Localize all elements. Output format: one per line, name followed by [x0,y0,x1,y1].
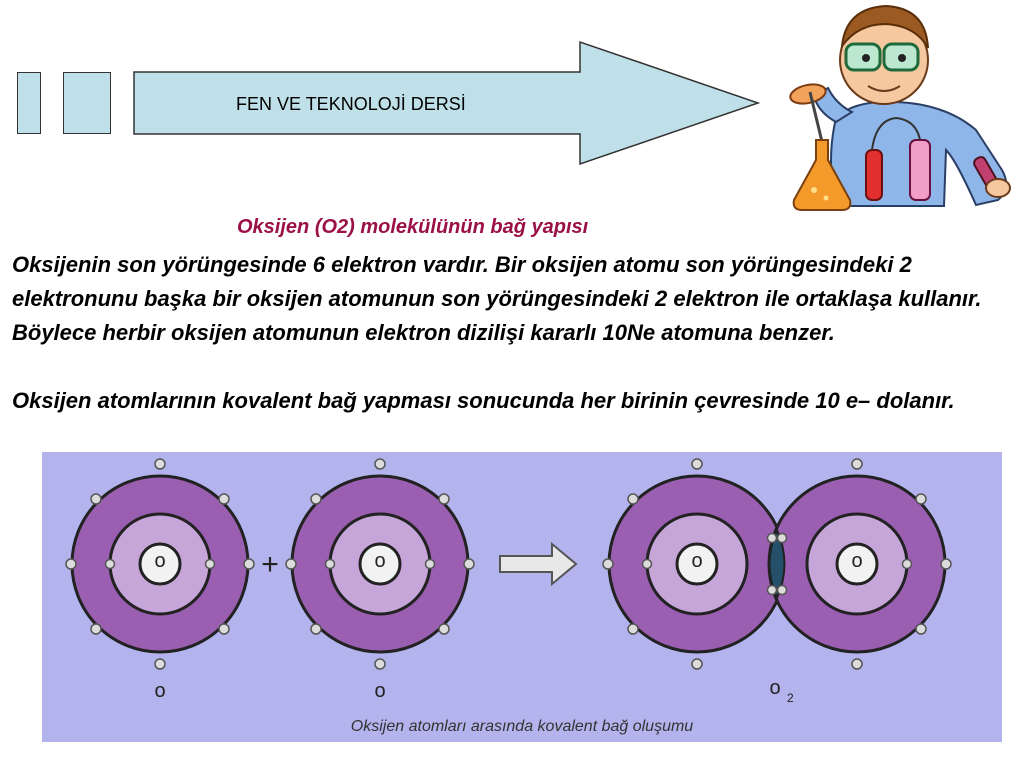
section-title: Oksijen (O2) molekülünün bağ yapısı [237,216,589,238]
left-atom-label: o [154,680,166,702]
deco-bar-left [17,72,41,134]
molecule-label: o [769,677,781,699]
covalent-bond-diagram [42,452,1002,742]
right-atom-nucleus-symbol: o [374,550,386,572]
molecule-right-nucleus-symbol: o [851,550,863,572]
deco-bar-right [63,72,111,134]
right-atom-label: o [374,680,386,702]
left-atom-nucleus-symbol: o [154,550,166,572]
page-title: FEN VE TEKNOLOJİ DERSİ [236,94,466,114]
plus-sign: + [261,548,279,581]
molecule-left-nucleus-symbol: o [691,550,703,572]
paragraph-oxygen-electrons: Oksijenin son yörüngesinde 6 elektron vardır. Bir oksijen atomu son yörüngesindeki 2 elektronunu başka bir oksijen atomunun son yörüngesindeki 2 elektron ile ortaklaşa kullanır. Böylece herbir oksijen atomunun elektron dizilişi kararlı 10Ne atomuna benzer. [12,252,982,345]
scientist-illustration [766,0,1024,216]
diagram-caption: Oksijen atomları arasında kovalent bağ oluşumu [350,718,694,735]
molecule-label-subscript: 2 [787,691,794,705]
paragraph-covalent-bond: Oksijen atomlarının kovalent bağ yapması sonucunda her birinin çevresinde 10 e– dolanır. [12,388,955,413]
